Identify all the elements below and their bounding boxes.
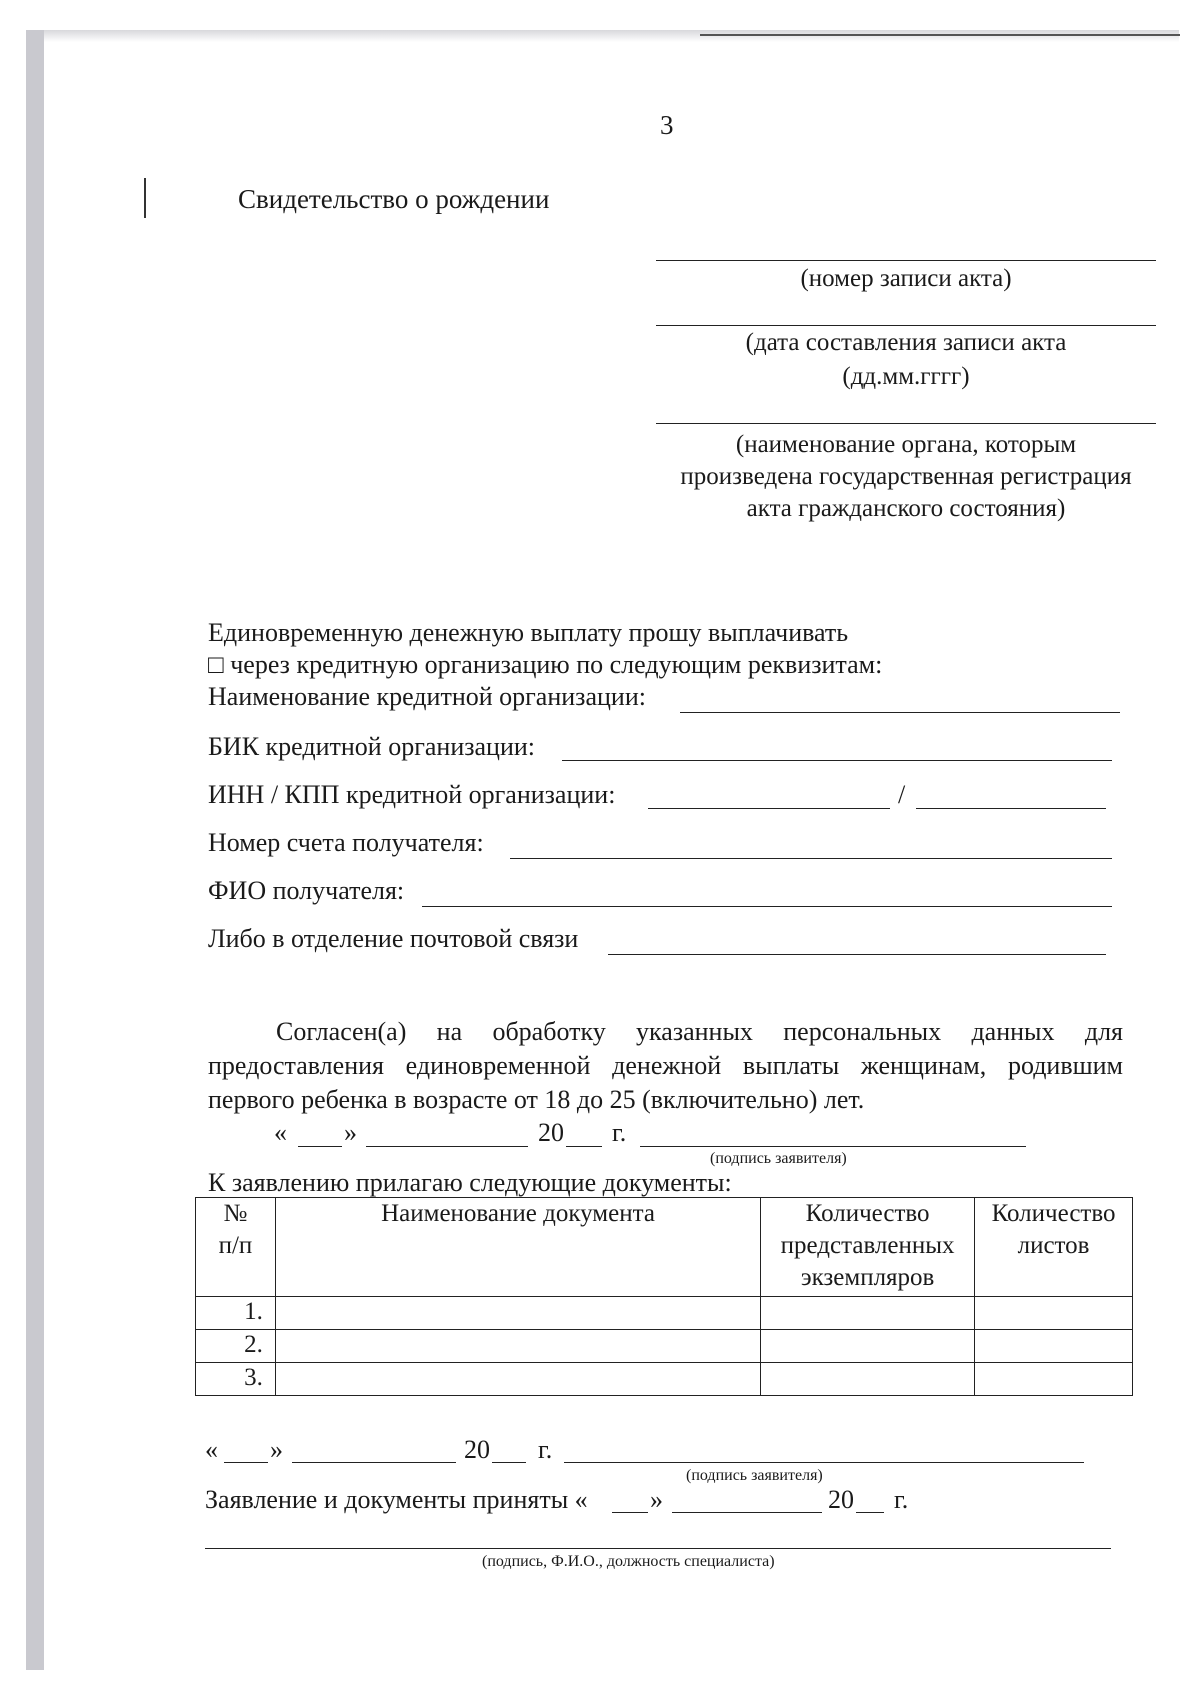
row-copies-cell[interactable] [761,1330,975,1363]
post-office-label: Либо в отделение почтовой связи [208,924,579,953]
footer-year-suffix: г. [538,1435,553,1464]
record-date-caption-1: (дата составления записи акта [745,329,1067,356]
consent-year-prefix: 20 [538,1118,564,1147]
row-number: 1. [196,1297,276,1330]
attachments-intro: К заявлению прилагаю следующие документы: [208,1168,732,1197]
accepted-label: Заявление и документы приняты « [205,1485,588,1514]
consent-date-open: « [274,1118,287,1147]
accepted-month-field[interactable] [672,1512,822,1513]
header-sheets-line-2: листов [1017,1232,1090,1259]
accepted-year-prefix: 20 [828,1485,854,1514]
accepted-day-field[interactable] [612,1512,648,1513]
consent-signature-caption: (подпись заявителя) [710,1150,847,1167]
payment-via-bank-option[interactable]: □ через кредитную организацию по следующим реквизитам: [208,650,883,679]
account-label: Номер счета получателя: [208,828,484,857]
row-sheets-cell[interactable] [975,1297,1133,1330]
recipient-label: ФИО получателя: [208,876,405,905]
table-row [196,1297,1133,1330]
header-sheets-line-1: Количество [991,1200,1116,1227]
margin-mark [144,178,146,218]
table-header-row [196,1198,1133,1297]
specialist-caption: (подпись, Ф.И.О., должность специалиста) [482,1553,775,1570]
inn-kpp-separator: / [898,780,906,809]
row-document-name-cell[interactable] [275,1330,760,1363]
inn-kpp-label: ИНН / КПП кредитной организации: [208,780,616,809]
post-office-field[interactable] [608,954,1106,955]
kpp-field[interactable] [916,808,1106,809]
table-row [196,1363,1133,1396]
account-field[interactable] [510,858,1112,859]
header-copies-line-3: экземпляров [800,1264,935,1291]
header-copies [761,1198,975,1297]
consent-line-1: Согласен(а) на обработку указанных персональных данных для [276,1017,1123,1046]
inn-field[interactable] [648,808,890,809]
record-date-caption-2: (дд.мм.гггг) [842,363,970,390]
authority-caption-2: произведена государственная регистрация [680,463,1132,490]
bik-field[interactable] [562,760,1112,761]
record-number-field[interactable] [656,260,1156,261]
attachments-table [195,1197,1133,1396]
authority-caption-1: (наименование органа, которым [735,431,1077,458]
table-row [196,1330,1133,1363]
consent-paragraph [208,1015,1123,1117]
record-number-caption: (номер записи акта) [800,265,1012,292]
row-sheets-cell[interactable] [975,1330,1133,1363]
consent-year-field[interactable] [566,1146,602,1147]
header-number-pp: п/п [218,1232,253,1259]
row-copies-cell[interactable] [761,1297,975,1330]
consent-day-field[interactable] [298,1146,342,1147]
row-sheets-cell[interactable] [975,1363,1133,1396]
authority-field[interactable] [656,423,1156,424]
header-copies-line-2: представленных [780,1232,955,1259]
accepted-year-field[interactable] [856,1512,884,1513]
scan-top-shadow [44,30,1179,42]
authority-caption-3: акта гражданского состояния) [746,495,1066,522]
consent-line-3: первого ребенка в возрасте от 18 до 25 (включительно) лет. [208,1085,865,1114]
consent-year-suffix: г. [612,1118,627,1147]
row-document-name-cell[interactable] [275,1363,760,1396]
header-document-name-label: Наименование документа [381,1200,655,1227]
header-sheets [975,1198,1133,1297]
footer-day-field[interactable] [224,1462,268,1463]
footer-year-prefix: 20 [464,1435,490,1464]
footer-signature-caption: (подпись заявителя) [686,1467,823,1484]
header-document-name [275,1198,760,1297]
header-copies-line-1: Количество [805,1200,930,1227]
row-copies-cell[interactable] [761,1363,975,1396]
recipient-field[interactable] [422,906,1112,907]
certificate-title: Свидетельство о рождении [238,184,550,214]
bank-name-field[interactable] [680,712,1120,713]
bank-name-label: Наименование кредитной организации: [208,682,646,711]
scan-edge [26,30,44,1670]
bik-label: БИК кредитной организации: [208,732,536,761]
row-number: 3. [196,1363,276,1396]
consent-line-2: предоставления единовременной денежной выплаты женщинам, родившим [208,1051,1123,1080]
header-number [196,1198,276,1297]
footer-month-field[interactable] [292,1462,456,1463]
row-document-name-cell[interactable] [275,1297,760,1330]
footer-date-close: » [270,1435,283,1464]
accepted-year-suffix: г. [894,1485,909,1514]
payment-intro: Единовременную денежную выплату прошу выплачивать [208,618,849,647]
header-number-sign: № [223,1200,248,1227]
page-number: 3 [660,110,674,140]
consent-signature-field[interactable] [640,1146,1026,1147]
scan-top-line [700,34,1180,36]
consent-month-field[interactable] [366,1146,528,1147]
footer-date-open: « [205,1435,218,1464]
footer-year-field[interactable] [492,1462,526,1463]
footer-signature-field[interactable] [564,1462,1084,1463]
consent-date-close: » [344,1118,357,1147]
row-number: 2. [196,1330,276,1363]
accepted-date-close: » [650,1485,663,1514]
specialist-signature-field[interactable] [205,1548,1111,1549]
